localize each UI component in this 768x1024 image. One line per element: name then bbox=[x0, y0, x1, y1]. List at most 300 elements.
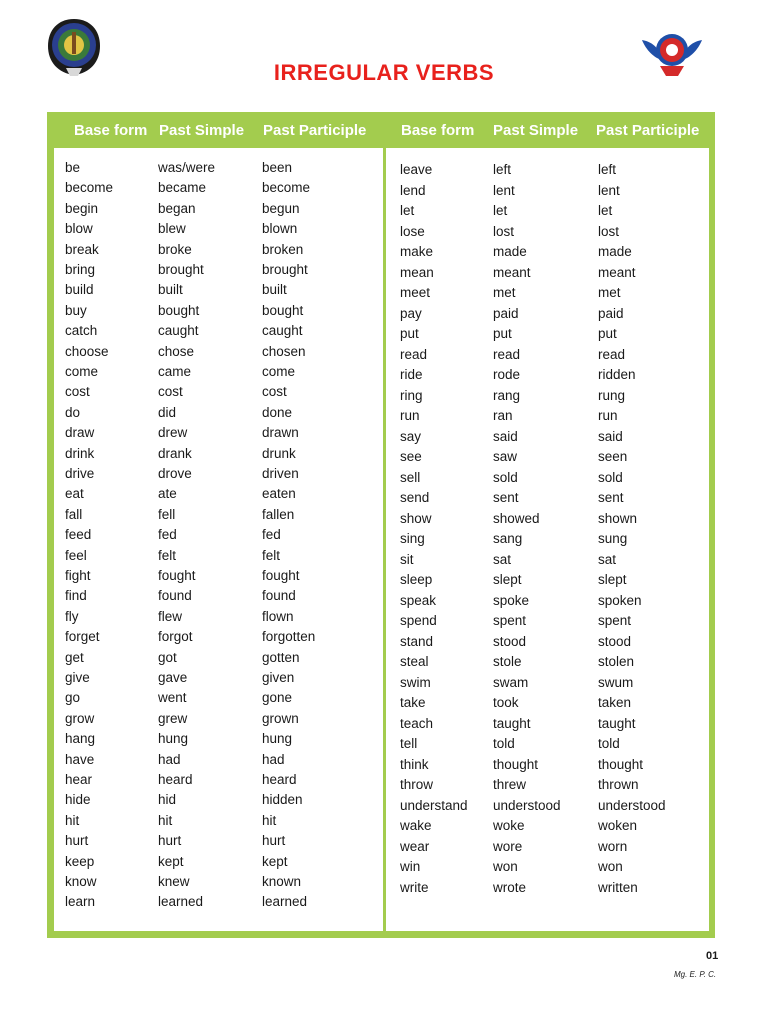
base-form-cell: pay bbox=[400, 305, 422, 321]
past-participle-cell: hit bbox=[262, 812, 277, 828]
base-form-cell: let bbox=[400, 203, 415, 218]
past-participle-cell: understood bbox=[598, 797, 666, 813]
base-form-cell: swim bbox=[400, 674, 431, 690]
past-simple-cell: found bbox=[158, 588, 192, 604]
base-form-cell: begin bbox=[65, 200, 99, 216]
base-form-cell: tell bbox=[400, 736, 418, 751]
verb-row bbox=[386, 244, 709, 264]
past-simple-cell: brought bbox=[158, 262, 204, 277]
verb-row bbox=[386, 839, 709, 859]
past-simple-cell: hit bbox=[158, 812, 173, 828]
past-simple-cell: left bbox=[493, 162, 512, 177]
past-participle-cell: fought bbox=[262, 568, 300, 583]
past-participle-cell: drawn bbox=[262, 425, 299, 441]
past-simple-cell: hurt bbox=[158, 833, 182, 849]
base-form-cell: learn bbox=[65, 894, 96, 910]
verb-row bbox=[386, 285, 709, 305]
past-simple-cell: kept bbox=[158, 853, 184, 869]
past-simple-cell: drove bbox=[158, 466, 192, 481]
verb-row bbox=[54, 629, 383, 649]
verb-row bbox=[54, 486, 383, 506]
base-form-cell: go bbox=[65, 690, 81, 706]
past-simple-cell: fed bbox=[158, 527, 177, 543]
past-participle-cell: met bbox=[598, 285, 621, 300]
verb-row bbox=[386, 429, 709, 449]
base-form-cell: meet bbox=[400, 285, 431, 300]
base-form-cell: find bbox=[65, 588, 87, 604]
past-participle-cell: come bbox=[262, 364, 296, 379]
past-simple-cell: saw bbox=[493, 449, 518, 464]
past-participle-cell: lost bbox=[598, 223, 620, 239]
verb-row bbox=[54, 731, 383, 751]
past-participle-cell: stolen bbox=[598, 654, 635, 669]
past-participle-cell: known bbox=[262, 874, 302, 889]
verbs-table-frame bbox=[47, 112, 715, 938]
header-past-participle-left: Past Participle bbox=[263, 122, 367, 139]
base-form-cell: understand bbox=[400, 797, 468, 813]
base-form-cell: drive bbox=[65, 466, 95, 481]
past-participle-cell: written bbox=[598, 879, 638, 895]
past-participle-cell: stood bbox=[598, 633, 632, 649]
past-simple-cell: let bbox=[493, 203, 508, 218]
past-simple-cell: learned bbox=[158, 894, 204, 910]
past-participle-cell: put bbox=[598, 326, 617, 341]
base-form-cell: fall bbox=[65, 506, 83, 522]
verb-row bbox=[386, 695, 709, 715]
base-form-cell: do bbox=[65, 404, 81, 420]
past-participle-cell: sat bbox=[598, 551, 617, 567]
past-participle-cell: built bbox=[262, 282, 287, 298]
past-participle-cell: bought bbox=[262, 302, 304, 318]
verb-row bbox=[386, 306, 709, 326]
base-form-cell: mean bbox=[400, 264, 434, 280]
base-form-cell: ride bbox=[400, 367, 423, 382]
base-form-cell: teach bbox=[400, 715, 434, 731]
past-participle-cell: learned bbox=[262, 894, 308, 910]
past-participle-cell: begun bbox=[262, 200, 300, 216]
base-form-cell: leave bbox=[400, 162, 433, 177]
header-past-participle-right: Past Participle bbox=[596, 122, 700, 139]
verb-row bbox=[54, 650, 383, 670]
base-form-cell: think bbox=[400, 756, 429, 772]
past-simple-cell: got bbox=[158, 649, 177, 665]
author-initials: Mg. E. P. C. bbox=[674, 970, 717, 979]
verb-row bbox=[386, 716, 709, 736]
verb-row bbox=[54, 180, 383, 200]
past-participle-cell: cost bbox=[262, 384, 287, 400]
verb-row bbox=[54, 833, 383, 853]
base-form-cell: sing bbox=[400, 531, 425, 546]
verb-row bbox=[54, 242, 383, 262]
verb-row bbox=[54, 221, 383, 241]
past-simple-cell: read bbox=[493, 346, 521, 362]
past-participle-cell: broken bbox=[262, 241, 304, 257]
base-form-cell: hang bbox=[65, 731, 96, 747]
past-participle-cell: eaten bbox=[262, 486, 296, 502]
past-participle-cell: swum bbox=[598, 674, 634, 690]
past-participle-cell: seen bbox=[598, 449, 628, 464]
past-simple-cell: rang bbox=[493, 387, 521, 403]
past-simple-cell: cost bbox=[158, 384, 183, 400]
past-simple-cell: sold bbox=[493, 469, 518, 485]
verb-row bbox=[54, 609, 383, 629]
verb-row bbox=[54, 303, 383, 323]
base-form-cell: draw bbox=[65, 425, 95, 441]
past-participle-cell: let bbox=[598, 203, 613, 218]
past-simple-cell: lent bbox=[493, 182, 515, 198]
verb-row bbox=[386, 613, 709, 633]
verb-row bbox=[386, 798, 709, 818]
verb-row bbox=[54, 772, 383, 792]
base-form-cell: throw bbox=[400, 777, 434, 792]
past-simple-cell: came bbox=[158, 364, 192, 379]
verb-row bbox=[54, 364, 383, 384]
base-form-cell: catch bbox=[65, 323, 98, 339]
header-base-form-right: Base form bbox=[401, 122, 475, 139]
past-simple-cell: put bbox=[493, 326, 512, 341]
verb-row bbox=[386, 470, 709, 490]
past-simple-cell: forgot bbox=[158, 629, 193, 645]
base-form-cell: feed bbox=[65, 527, 92, 543]
past-simple-cell: had bbox=[158, 751, 181, 767]
base-form-cell: make bbox=[400, 244, 434, 259]
base-form-cell: drink bbox=[65, 445, 95, 461]
base-form-cell: be bbox=[65, 160, 81, 175]
past-participle-cell: heard bbox=[262, 772, 297, 787]
verb-row bbox=[386, 265, 709, 285]
verb-row bbox=[386, 490, 709, 510]
base-form-cell: get bbox=[65, 649, 84, 665]
base-form-cell: send bbox=[400, 490, 430, 505]
past-participle-cell: worn bbox=[598, 838, 628, 854]
past-simple-cell: became bbox=[158, 180, 207, 196]
past-participle-cell: done bbox=[262, 404, 293, 420]
verb-row bbox=[386, 449, 709, 469]
verb-row bbox=[386, 224, 709, 244]
past-participle-cell: taught bbox=[598, 715, 636, 731]
verb-row bbox=[54, 446, 383, 466]
verb-row bbox=[386, 408, 709, 428]
past-participle-cell: hung bbox=[262, 731, 293, 747]
past-simple-cell: stood bbox=[493, 633, 527, 649]
base-form-cell: take bbox=[400, 695, 426, 710]
past-participle-cell: rung bbox=[598, 387, 626, 403]
base-form-cell: see bbox=[400, 449, 422, 464]
base-form-cell: cost bbox=[65, 384, 90, 400]
base-form-cell: buy bbox=[65, 302, 87, 318]
past-participle-cell: fallen bbox=[262, 506, 295, 522]
past-participle-cell: had bbox=[262, 751, 285, 767]
verb-row bbox=[54, 466, 383, 486]
past-simple-cell: caught bbox=[158, 323, 199, 339]
verb-row bbox=[54, 344, 383, 364]
verb-row bbox=[54, 527, 383, 547]
past-simple-cell: built bbox=[158, 282, 183, 298]
verb-row bbox=[386, 511, 709, 531]
past-simple-cell: spent bbox=[493, 613, 527, 628]
past-participle-cell: shown bbox=[598, 510, 638, 526]
past-participle-cell: found bbox=[262, 588, 296, 604]
past-simple-cell: was/were bbox=[158, 160, 216, 175]
past-simple-cell: sang bbox=[493, 531, 523, 546]
verb-row bbox=[386, 326, 709, 346]
past-participle-cell: said bbox=[598, 428, 623, 444]
past-participle-cell: gotten bbox=[262, 649, 300, 665]
past-simple-cell: flew bbox=[158, 608, 183, 624]
past-participle-cell: taken bbox=[598, 695, 632, 710]
verb-row bbox=[54, 690, 383, 710]
verb-row bbox=[54, 323, 383, 343]
past-participle-cell: lent bbox=[598, 182, 620, 198]
base-form-cell: have bbox=[65, 751, 95, 767]
past-participle-cell: woken bbox=[598, 818, 638, 833]
past-simple-cell: lost bbox=[493, 223, 515, 239]
verb-row bbox=[386, 531, 709, 551]
past-simple-cell: paid bbox=[493, 305, 519, 321]
past-simple-cell: said bbox=[493, 428, 518, 444]
page-number: 01 bbox=[706, 950, 719, 962]
base-form-cell: know bbox=[65, 874, 97, 889]
base-form-cell: grow bbox=[65, 710, 95, 726]
past-participle-cell: paid bbox=[598, 305, 624, 321]
past-participle-cell: caught bbox=[262, 323, 303, 339]
past-simple-cell: knew bbox=[158, 874, 190, 889]
past-participle-cell: become bbox=[262, 180, 311, 196]
past-simple-cell: swam bbox=[493, 674, 529, 690]
past-participle-cell: hurt bbox=[262, 833, 286, 849]
past-participle-cell: sung bbox=[598, 531, 628, 546]
base-form-cell: eat bbox=[65, 486, 84, 502]
verb-row bbox=[54, 282, 383, 302]
past-participle-cell: left bbox=[598, 162, 617, 177]
past-participle-cell: read bbox=[598, 346, 626, 362]
base-form-cell: say bbox=[400, 428, 422, 444]
verb-row bbox=[386, 572, 709, 592]
past-participle-cell: slept bbox=[598, 572, 627, 587]
past-simple-cell: drank bbox=[158, 445, 192, 461]
verb-row bbox=[54, 813, 383, 833]
verb-row bbox=[386, 757, 709, 777]
verb-row bbox=[54, 752, 383, 772]
verb-row bbox=[54, 792, 383, 812]
past-simple-cell: taught bbox=[493, 715, 531, 731]
past-simple-cell: thought bbox=[493, 756, 539, 772]
past-simple-cell: ran bbox=[493, 408, 513, 423]
past-participle-cell: been bbox=[262, 160, 293, 175]
verb-row bbox=[54, 405, 383, 425]
past-participle-cell: thrown bbox=[598, 777, 639, 792]
base-form-cell: fly bbox=[65, 608, 79, 624]
base-form-cell: build bbox=[65, 282, 94, 298]
verb-row bbox=[54, 854, 383, 874]
verb-row bbox=[386, 367, 709, 387]
verb-row bbox=[386, 777, 709, 797]
past-participle-cell: brought bbox=[262, 262, 308, 277]
past-participle-cell: chosen bbox=[262, 343, 306, 359]
past-simple-cell: wore bbox=[493, 838, 523, 854]
past-participle-cell: won bbox=[598, 859, 623, 874]
past-participle-cell: spent bbox=[598, 613, 632, 628]
past-participle-cell: spoken bbox=[598, 592, 642, 608]
past-participle-cell: made bbox=[598, 244, 632, 259]
past-simple-cell: wrote bbox=[493, 879, 527, 895]
verb-row bbox=[54, 262, 383, 282]
base-form-cell: sleep bbox=[400, 572, 433, 587]
base-form-cell: win bbox=[400, 859, 421, 874]
past-simple-cell: began bbox=[158, 200, 196, 216]
past-simple-cell: gave bbox=[158, 670, 188, 685]
past-simple-cell: rode bbox=[493, 367, 521, 382]
past-participle-cell: fed bbox=[262, 527, 281, 543]
page-title: IRREGULAR VERBS bbox=[273, 60, 495, 85]
past-participle-cell: flown bbox=[262, 608, 294, 624]
verb-row bbox=[54, 548, 383, 568]
past-simple-cell: sent bbox=[493, 490, 519, 505]
verb-row bbox=[386, 183, 709, 203]
past-simple-cell: grew bbox=[158, 710, 188, 726]
past-participle-cell: drunk bbox=[262, 445, 296, 461]
past-participle-cell: told bbox=[598, 736, 620, 751]
past-participle-cell: thought bbox=[598, 756, 644, 772]
verb-row bbox=[54, 425, 383, 445]
base-form-cell: fight bbox=[65, 568, 91, 583]
base-form-cell: hear bbox=[65, 772, 93, 787]
past-simple-cell: hung bbox=[158, 731, 189, 747]
past-participle-cell: run bbox=[598, 408, 618, 423]
past-participle-cell: given bbox=[262, 670, 295, 685]
base-form-cell: blow bbox=[65, 221, 93, 237]
past-simple-cell: took bbox=[493, 695, 519, 710]
base-form-cell: forget bbox=[65, 629, 100, 645]
past-simple-cell: blew bbox=[158, 221, 186, 237]
base-form-cell: write bbox=[400, 879, 429, 895]
verb-row bbox=[54, 874, 383, 894]
base-form-cell: steal bbox=[400, 654, 429, 669]
verb-row bbox=[386, 347, 709, 367]
past-participle-cell: felt bbox=[262, 547, 281, 563]
base-form-cell: run bbox=[400, 408, 420, 423]
base-form-cell: bring bbox=[65, 262, 96, 277]
past-simple-cell: woke bbox=[493, 818, 525, 833]
left-verbs-panel bbox=[54, 148, 383, 931]
verb-row bbox=[386, 859, 709, 879]
verb-row bbox=[386, 634, 709, 654]
verb-row bbox=[386, 162, 709, 182]
past-simple-cell: ate bbox=[158, 486, 177, 502]
verb-row bbox=[386, 818, 709, 838]
base-form-cell: lose bbox=[400, 223, 425, 239]
past-participle-cell: sold bbox=[598, 469, 623, 485]
past-simple-cell: spoke bbox=[493, 592, 530, 608]
base-form-cell: spend bbox=[400, 613, 437, 628]
base-form-cell: sit bbox=[400, 551, 414, 567]
table-header bbox=[47, 112, 715, 148]
base-form-cell: choose bbox=[65, 343, 109, 359]
base-form-cell: become bbox=[65, 180, 114, 196]
past-simple-cell: fell bbox=[158, 506, 176, 522]
base-form-cell: speak bbox=[400, 592, 437, 608]
header-past-simple-left: Past Simple bbox=[159, 122, 245, 139]
verb-row bbox=[54, 384, 383, 404]
header-past-simple-right: Past Simple bbox=[493, 122, 579, 139]
past-simple-cell: stole bbox=[493, 654, 522, 669]
verb-row bbox=[54, 160, 383, 180]
past-participle-cell: hidden bbox=[262, 792, 303, 808]
past-participle-cell: gone bbox=[262, 690, 293, 706]
past-simple-cell: felt bbox=[158, 547, 177, 563]
base-form-cell: ring bbox=[400, 387, 423, 403]
verb-row bbox=[386, 654, 709, 674]
past-simple-cell: showed bbox=[493, 510, 540, 526]
base-form-cell: give bbox=[65, 670, 90, 685]
past-simple-cell: broke bbox=[158, 241, 192, 257]
base-form-cell: put bbox=[400, 326, 419, 341]
base-form-cell: wake bbox=[400, 818, 432, 833]
past-simple-cell: chose bbox=[158, 343, 195, 359]
past-simple-cell: went bbox=[158, 690, 187, 706]
verb-row bbox=[54, 201, 383, 221]
past-simple-cell: heard bbox=[158, 772, 193, 787]
past-simple-cell: won bbox=[493, 859, 518, 874]
past-participle-cell: sent bbox=[598, 490, 624, 505]
base-form-cell: lend bbox=[400, 182, 426, 198]
past-participle-cell: ridden bbox=[598, 367, 636, 382]
past-simple-cell: sat bbox=[493, 551, 512, 567]
verb-row bbox=[54, 670, 383, 690]
past-simple-cell: meant bbox=[493, 264, 531, 280]
base-form-cell: feel bbox=[65, 547, 87, 563]
past-participle-cell: meant bbox=[598, 264, 636, 280]
verb-row bbox=[54, 588, 383, 608]
past-participle-cell: blown bbox=[262, 221, 298, 237]
base-form-cell: wear bbox=[400, 838, 430, 854]
verb-row bbox=[386, 388, 709, 408]
base-form-cell: keep bbox=[65, 853, 95, 869]
past-simple-cell: met bbox=[493, 285, 516, 300]
verb-row bbox=[386, 552, 709, 572]
past-simple-cell: drew bbox=[158, 425, 188, 441]
base-form-cell: sell bbox=[400, 469, 421, 485]
base-form-cell: hurt bbox=[65, 833, 89, 849]
verb-row bbox=[54, 894, 383, 914]
past-simple-cell: threw bbox=[493, 777, 527, 792]
past-participle-cell: driven bbox=[262, 466, 299, 481]
verb-row bbox=[54, 711, 383, 731]
verb-row bbox=[386, 203, 709, 223]
verb-row bbox=[386, 880, 709, 900]
past-simple-cell: fought bbox=[158, 568, 196, 583]
past-simple-cell: slept bbox=[493, 572, 522, 587]
past-participle-cell: forgotten bbox=[262, 629, 316, 645]
past-participle-cell: kept bbox=[262, 853, 288, 869]
past-participle-cell: grown bbox=[262, 710, 299, 726]
verb-row bbox=[386, 736, 709, 756]
header-base-form-left: Base form bbox=[74, 122, 148, 139]
base-form-cell: hit bbox=[65, 812, 80, 828]
base-form-cell: show bbox=[400, 510, 432, 526]
verb-row bbox=[386, 593, 709, 613]
past-simple-cell: made bbox=[493, 244, 527, 259]
base-form-cell: read bbox=[400, 346, 428, 362]
past-simple-cell: bought bbox=[158, 302, 200, 318]
right-verbs-panel bbox=[386, 148, 709, 931]
past-simple-cell: told bbox=[493, 736, 515, 751]
past-simple-cell: hid bbox=[158, 792, 177, 808]
base-form-cell: come bbox=[65, 364, 99, 379]
verb-row bbox=[54, 507, 383, 527]
verb-row bbox=[54, 568, 383, 588]
past-simple-cell: did bbox=[158, 404, 177, 420]
